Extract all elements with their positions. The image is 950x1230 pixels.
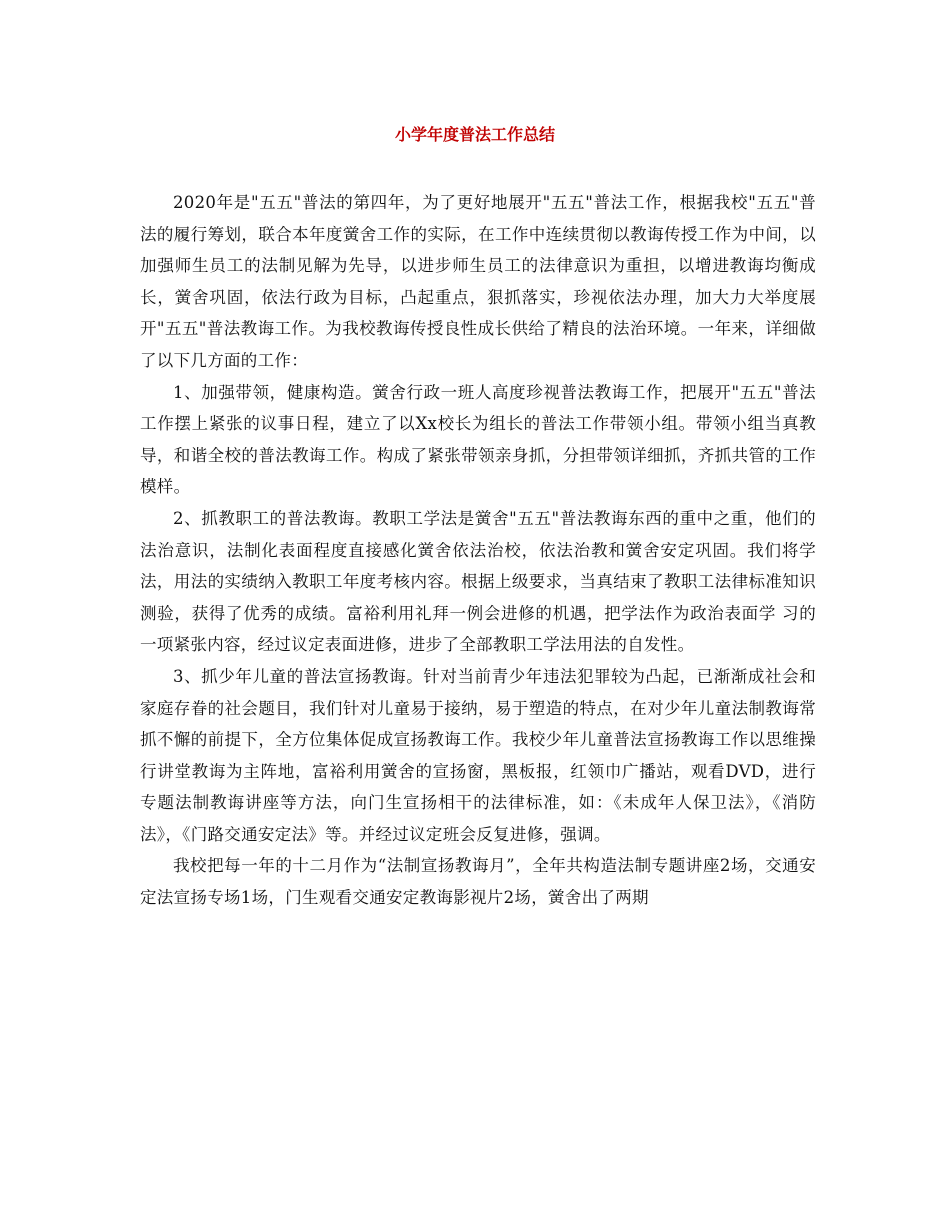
document-body bbox=[140, 187, 816, 914]
paragraph-staff-education: 2、抓教职工的普法教诲。教职工学法是黉舍"五五"普法教诲东西的重中之重，他们的法治意识，法制化表面程度直接感化黉舍依法治校，依法治教和黉舍安定巩固。我们将学法，用法的实绩纳入教职工年度考核内容。根据上级要求，当真结束了教职工法律标准知识测验，获得了优秀的成绩。富裕利用礼拜一例会进修的机遇，把学法作为政治表面学 习的一项紧张内容，经过议定表面进修，进步了全部教职工学法用法的自发性。 bbox=[140, 508, 816, 655]
paragraph-legal-month: 我校把每一年的十二月作为“法制宣扬教诲月”，全年共构造法制专题讲座2场，交通安定法宣扬专场1场，门生观看交通安定教诲影视片2场，黉舍出了两期 bbox=[140, 856, 816, 908]
paragraph-intro: 2020年是"五五"普法的第四年，为了更好地展开"五五"普法工作，根据我校"五五"普法的履行筹划，联合本年度黉舍工作的实际，在工作中连续贯彻以教诲传授工作为中间，以加强师生员工的法制见解为先导，以进步师生员工的法律意识为重担，以增进教诲均衡成长，黉舍巩固，依法行政为目标，凸起重点，狠抓落实，珍视依法办理，加大力大举度展开"五五"普法教诲工作。为我校教诲传授良性成长供给了精良的法治环境。一年来，详细做了以下几方面的工作： bbox=[140, 193, 816, 370]
document-title: 小学年度普法工作总结 bbox=[394, 125, 555, 144]
paragraph-children-education: 3、抓少年儿童的普法宣扬教诲。针对当前青少年违法犯罪较为凸起，已渐渐成社会和家庭存眷的社会题目，我们针对儿童易于接纳，易于塑造的特点，在对少年儿童法制教诲常抓不懈的前提下，全方位集体促成宣扬教诲工作。我校少年儿童普法宣扬教诲工作以思维操行讲堂教诲为主阵地，富裕利用黉舍的宣扬窗，黑板报，红领巾广播站，观看DVD，进行专题法制教诲讲座等方法，向门生宣扬相干的法律标准，如：《未成年人保卫法》，《消防法》，《门路交通安定法》等。并经过议定班会反复进修，强调。 bbox=[140, 666, 816, 844]
paragraph-leadership: 1、加强带领，健康构造。黉舍行政一班人高度珍视普法教诲工作，把展开"五五"普法工作摆上紧张的议事日程，建立了以Xx校长为组长的普法工作带领小组。带领小组当真教导，和谐全校的普法教诲工作。构成了紧张带领亲身抓，分担带领详细抓，齐抓共管的工作模样。 bbox=[140, 382, 816, 497]
